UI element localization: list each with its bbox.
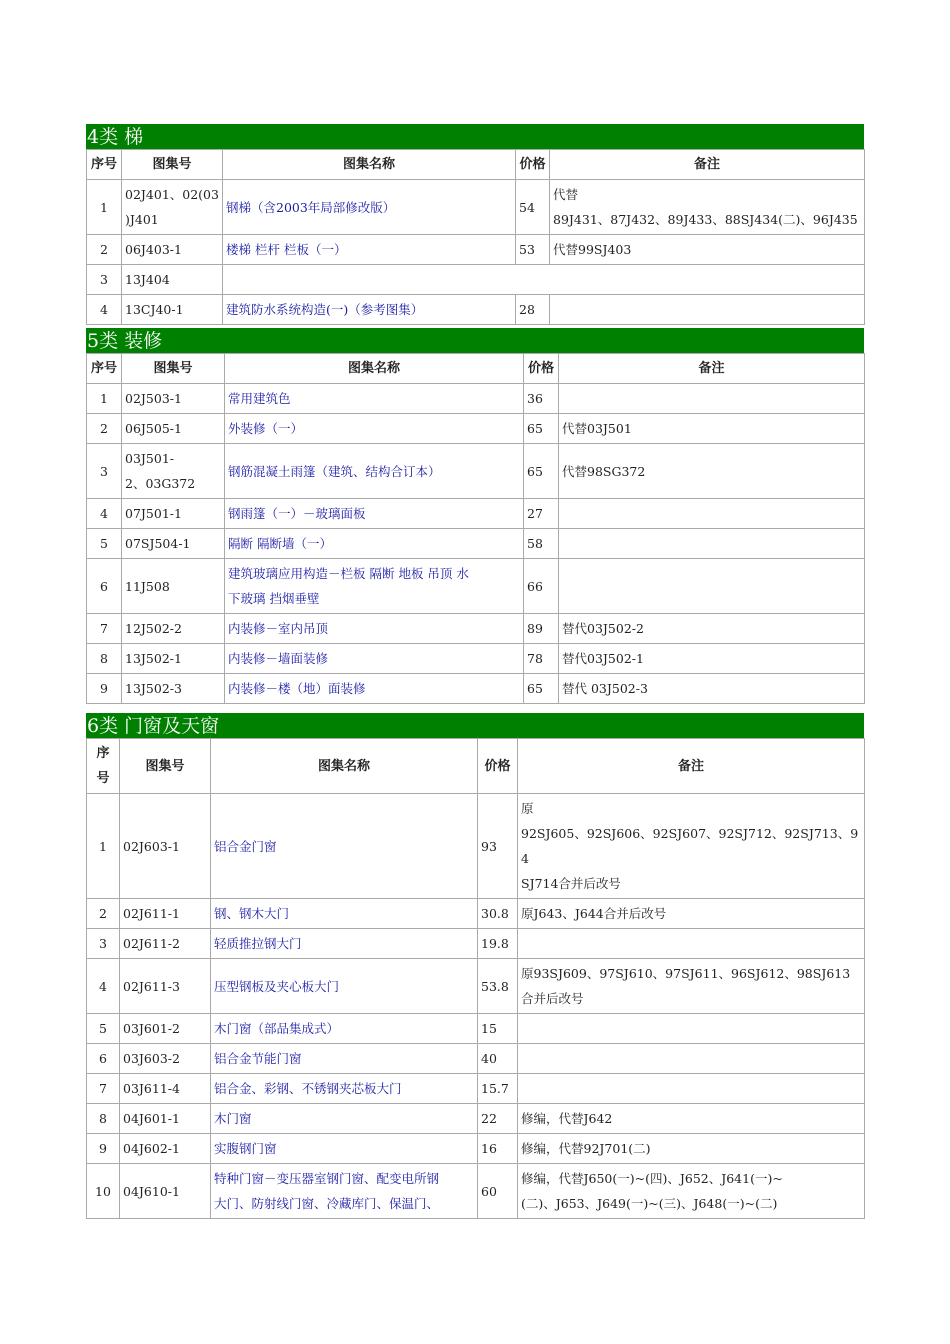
atlas-code-line: 12J502-2 (125, 621, 182, 636)
atlas-name-link[interactable] (211, 959, 478, 1014)
atlas-code (122, 384, 225, 414)
table-row (87, 929, 865, 959)
remark-line: 代替98SG372 (562, 463, 646, 479)
atlas-code (122, 674, 225, 704)
atlas-code-line: )J401 (125, 212, 159, 227)
atlas-code-line: 02J611-3 (123, 978, 180, 994)
row-number: 1 (87, 794, 120, 899)
atlas-name-link[interactable] (225, 529, 524, 559)
remark (518, 899, 865, 929)
header-price: 价格 (478, 739, 518, 794)
section-4-stairs (86, 124, 864, 325)
atlas-code (122, 235, 223, 265)
header-no: 序号 (87, 150, 122, 180)
price: 19.8 (478, 929, 518, 959)
remark (518, 1014, 865, 1044)
atlas-name-link-line: 特种门窗－变压器室钢门窗、配变电所钢 (214, 1171, 440, 1186)
catalog-table (86, 738, 865, 1219)
header-price: 价格 (516, 150, 550, 180)
atlas-name-link-line: 铝合金、彩钢、不锈钢夹芯板大门 (214, 1081, 402, 1096)
section-title: 5类 装修 (86, 328, 864, 353)
atlas-code (120, 1044, 211, 1074)
atlas-name-link[interactable] (225, 614, 524, 644)
atlas-name-link-line: 外装修（一） (228, 421, 304, 436)
row-number: 10 (87, 1164, 120, 1219)
atlas-name-link-line: 下玻璃 挡烟垂壁 (228, 591, 320, 606)
remark-line: 代替99SJ403 (553, 242, 632, 257)
table-row (87, 414, 865, 444)
empty-merged-cell (223, 265, 865, 295)
atlas-name-link[interactable] (211, 1014, 478, 1044)
table-body (87, 794, 865, 1219)
atlas-code-line: 02J603-1 (123, 838, 180, 854)
price: 54 (516, 180, 550, 235)
atlas-name-link[interactable] (211, 899, 478, 929)
catalog-table (86, 149, 865, 325)
atlas-code-line: 02J401、02(03 (125, 187, 219, 202)
atlas-code (120, 929, 211, 959)
atlas-name-link[interactable] (211, 1164, 478, 1219)
remark (559, 644, 865, 674)
header-price: 价格 (524, 354, 559, 384)
atlas-name-link-line: 实腹钢门窗 (214, 1141, 277, 1156)
section-title: 6类 门窗及天窗 (86, 713, 864, 738)
atlas-name-link-line: 钢、钢木大门 (214, 906, 290, 921)
price: 93 (478, 794, 518, 899)
atlas-name-link-line: 楼梯 栏杆 栏板（一） (226, 242, 347, 257)
remark-line: 替代03J502-1 (562, 651, 644, 666)
atlas-code-line: 13J404 (125, 272, 170, 287)
atlas-name-link-line: 大门、防射线门窗、冷藏库门、保温门、 (214, 1196, 440, 1211)
row-number: 9 (87, 674, 122, 704)
remark-line: 替代03J502-2 (562, 621, 644, 636)
atlas-code-line: 04J610-1 (123, 1183, 180, 1199)
table-row (87, 265, 865, 295)
atlas-code-line: 03J611-4 (123, 1081, 180, 1096)
remark (518, 1074, 865, 1104)
remark-line: 原 (521, 801, 534, 816)
atlas-name-link[interactable] (225, 384, 524, 414)
price: 22 (478, 1104, 518, 1134)
row-number: 1 (87, 180, 122, 235)
atlas-name-link-line: 内装修－室内吊顶 (228, 621, 329, 636)
atlas-name-link[interactable] (225, 644, 524, 674)
header-note: 备注 (550, 150, 865, 180)
remark-line: 原93SJ609、97SJ610、97SJ611、96SJ612、98SJ613 (521, 966, 851, 981)
row-number: 8 (87, 1104, 120, 1134)
table-row (87, 295, 865, 325)
atlas-name-link-line: 铝合金门窗 (214, 838, 277, 854)
header-name: 图集名称 (225, 354, 524, 384)
atlas-code (122, 265, 223, 295)
atlas-code (120, 959, 211, 1014)
header-note: 备注 (559, 354, 865, 384)
remark-line: 89J431、87J432、89J433、88SJ434(二)、96J435 (553, 212, 858, 227)
table-row (87, 959, 865, 1014)
price: 53 (516, 235, 550, 265)
price: 65 (524, 674, 559, 704)
price: 15.7 (478, 1074, 518, 1104)
price: 36 (524, 384, 559, 414)
table-row (87, 235, 865, 265)
price: 53.8 (478, 959, 518, 1014)
atlas-name-link[interactable] (225, 499, 524, 529)
atlas-code-line: 11J508 (125, 578, 170, 594)
row-number: 2 (87, 235, 122, 265)
table-row (87, 1164, 865, 1219)
row-number: 4 (87, 295, 122, 325)
remark (518, 959, 865, 1014)
atlas-code-line: 02J611-1 (123, 906, 180, 921)
row-number: 9 (87, 1134, 120, 1164)
header-name: 图集名称 (211, 739, 478, 794)
remark-line: 原J643、J644合并后改号 (521, 906, 667, 921)
remark-line: (二)、J653、J649(一)~(三)、J648(一)~(二) (521, 1196, 778, 1211)
remark-line: 92SJ605、92SJ606、92SJ607、92SJ712、92SJ713、94 (521, 826, 859, 866)
price: 28 (516, 295, 550, 325)
atlas-code-line: 04J601-1 (123, 1111, 180, 1126)
atlas-name-link[interactable] (223, 180, 516, 235)
table-row (87, 1014, 865, 1044)
header-no: 序号 (87, 739, 120, 794)
section-6-doors-windows (86, 713, 864, 1219)
atlas-code (120, 1014, 211, 1044)
remark-line: SJ714合并后改号 (521, 876, 621, 891)
header-code: 图集号 (122, 150, 223, 180)
remark (559, 559, 865, 614)
remark (518, 929, 865, 959)
atlas-name-link[interactable] (211, 794, 478, 899)
catalog-table (86, 353, 865, 704)
row-number: 7 (87, 614, 122, 644)
remark (518, 1104, 865, 1134)
price: 60 (478, 1164, 518, 1219)
remark (550, 180, 865, 235)
remark (518, 1164, 865, 1219)
atlas-name-link-line: 钢梯（含2003年局部修改版） (226, 199, 396, 215)
atlas-name-link-line: 建筑玻璃应用构造－栏板 隔断 地板 吊顶 水 (228, 566, 469, 581)
price: 58 (524, 529, 559, 559)
header-no: 序号 (87, 354, 122, 384)
atlas-name-link-line: 木门窗 (214, 1111, 252, 1126)
atlas-name-link[interactable] (223, 235, 516, 265)
row-number: 5 (87, 1014, 120, 1044)
atlas-code (120, 899, 211, 929)
atlas-name-link-line: 铝合金节能门窗 (214, 1051, 302, 1066)
remark-line: 修编，代替92J701(二) (521, 1141, 651, 1156)
table-body (87, 384, 865, 704)
table-row (87, 1044, 865, 1074)
atlas-code (122, 295, 223, 325)
remark (550, 235, 865, 265)
row-number: 3 (87, 929, 120, 959)
remark-line: 替代 03J502-3 (562, 681, 648, 696)
section-title: 4类 梯 (86, 124, 864, 149)
atlas-code-line: 13J502-3 (125, 681, 182, 696)
atlas-code (122, 499, 225, 529)
remark-line: 修编，代替J650(一)~(四)、J652、J641(一)~ (521, 1171, 783, 1186)
price: 40 (478, 1044, 518, 1074)
price: 78 (524, 644, 559, 674)
row-number: 8 (87, 644, 122, 674)
table-row (87, 529, 865, 559)
row-number: 3 (87, 265, 122, 295)
row-number: 2 (87, 414, 122, 444)
remark (559, 499, 865, 529)
atlas-code-line: 02J503-1 (125, 391, 182, 406)
atlas-name-link[interactable] (211, 929, 478, 959)
atlas-code-line: 03J601-2 (123, 1021, 180, 1036)
atlas-code-line: 03J603-2 (123, 1051, 180, 1066)
table-row (87, 1104, 865, 1134)
atlas-code (120, 794, 211, 899)
atlas-name-link[interactable] (211, 1074, 478, 1104)
atlas-code-line: 03J501- (125, 451, 174, 466)
atlas-name-link[interactable] (225, 559, 524, 614)
table-body (87, 180, 865, 325)
row-number: 6 (87, 559, 122, 614)
atlas-name-link-line: 轻质推拉钢大门 (214, 936, 302, 951)
atlas-code (122, 414, 225, 444)
atlas-code-line: 04J602-1 (123, 1141, 180, 1156)
atlas-code-line: 06J403-1 (125, 242, 182, 257)
table-row (87, 899, 865, 929)
price: 16 (478, 1134, 518, 1164)
remark (559, 529, 865, 559)
atlas-name-link-line: 钢雨篷（一）－玻璃面板 (228, 506, 366, 521)
row-number: 7 (87, 1074, 120, 1104)
atlas-name-link[interactable] (211, 1104, 478, 1134)
atlas-name-link[interactable] (211, 1044, 478, 1074)
atlas-name-link[interactable] (225, 674, 524, 704)
header-code: 图集号 (120, 739, 211, 794)
atlas-code (122, 644, 225, 674)
atlas-name-link-line: 建筑防水系统构造(一)（参考图集） (226, 302, 424, 317)
remark (518, 794, 865, 899)
row-number: 1 (87, 384, 122, 414)
atlas-name-link[interactable] (225, 444, 524, 499)
table-row (87, 559, 865, 614)
table-row (87, 674, 865, 704)
table-row (87, 614, 865, 644)
atlas-code (120, 1074, 211, 1104)
atlas-name-link-line: 钢筋混凝土雨篷（建筑、结构合订本） (228, 463, 441, 479)
price: 27 (524, 499, 559, 529)
atlas-code-line: 13J502-1 (125, 651, 182, 666)
atlas-name-link[interactable] (225, 414, 524, 444)
atlas-name-link-line: 木门窗（部品集成式） (214, 1021, 340, 1036)
table-row (87, 499, 865, 529)
atlas-name-link-line: 常用建筑色 (228, 391, 291, 406)
table-row (87, 444, 865, 499)
header-name: 图集名称 (223, 150, 516, 180)
section-5-decoration (86, 328, 864, 704)
atlas-code (122, 529, 225, 559)
remark (559, 414, 865, 444)
atlas-code-line: 06J505-1 (125, 421, 182, 436)
row-number: 4 (87, 499, 122, 529)
atlas-code-line: 07SJ504-1 (125, 536, 191, 551)
remark-line: 代替 (553, 187, 579, 202)
atlas-name-link-line: 隔断 隔断墙（一） (228, 536, 332, 551)
remark (559, 384, 865, 414)
row-number: 4 (87, 959, 120, 1014)
atlas-name-link-line: 内装修－楼（地）面装修 (228, 681, 366, 696)
table-row (87, 384, 865, 414)
remark-line: 合并后改号 (521, 991, 584, 1006)
table-row (87, 794, 865, 899)
atlas-code-line: 07J501-1 (125, 506, 182, 521)
price: 15 (478, 1014, 518, 1044)
price: 30.8 (478, 899, 518, 929)
table-row (87, 1074, 865, 1104)
remark-line: 代替03J501 (562, 421, 632, 436)
price: 89 (524, 614, 559, 644)
atlas-code (122, 614, 225, 644)
remark (559, 674, 865, 704)
remark (559, 614, 865, 644)
atlas-name-link[interactable] (211, 1134, 478, 1164)
atlas-code (122, 444, 225, 499)
price: 65 (524, 444, 559, 499)
table-row (87, 644, 865, 674)
atlas-code-line: 2、03G372 (125, 476, 196, 491)
atlas-name-link[interactable] (223, 295, 516, 325)
price: 65 (524, 414, 559, 444)
atlas-code (122, 180, 223, 235)
header-note: 备注 (518, 739, 865, 794)
table-row (87, 1134, 865, 1164)
atlas-code (120, 1104, 211, 1134)
atlas-name-link-line: 内装修－墙面装修 (228, 651, 329, 666)
atlas-code-line: 13CJ40-1 (125, 302, 184, 317)
remark (550, 295, 865, 325)
atlas-name-link-line: 压型钢板及夹心板大门 (214, 978, 340, 994)
atlas-code (120, 1134, 211, 1164)
row-number: 6 (87, 1044, 120, 1074)
atlas-code (120, 1164, 211, 1219)
remark-line: 修编，代替J642 (521, 1111, 613, 1126)
row-number: 2 (87, 899, 120, 929)
remark (518, 1134, 865, 1164)
row-number: 5 (87, 529, 122, 559)
remark (559, 444, 865, 499)
row-number: 3 (87, 444, 122, 499)
header-code: 图集号 (122, 354, 225, 384)
table-row (87, 180, 865, 235)
atlas-code-line: 02J611-2 (123, 936, 180, 951)
atlas-code (122, 559, 225, 614)
price: 66 (524, 559, 559, 614)
remark (518, 1044, 865, 1074)
